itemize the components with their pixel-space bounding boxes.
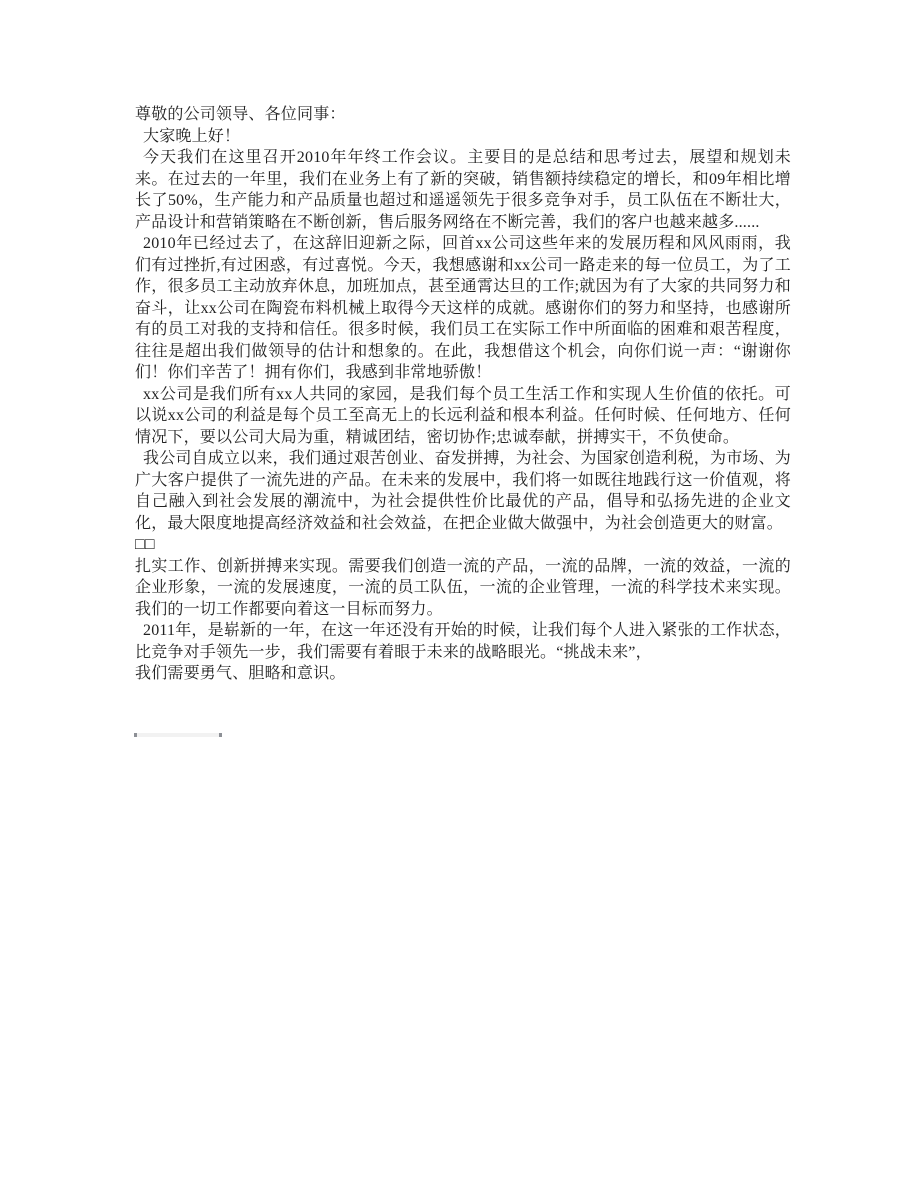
paragraph: 2010年已经过去了，在这辞旧迎新之际，回首xx公司这些年来的发展历程和风风雨雨，我们有过挫折,有过困惑，有过喜悦。今天，我想感谢和xx公司一路走来的每一位员工，为了工作，很多员工主动放弃休息，加班加点，甚至通霄达旦的工作;就因为有了大家的共同努力和奋斗，让xx公司在陶瓷布料机械上取得今天这样的成就。感谢你们的努力和坚持，也感谢所有的员工对我的支持和信任。很多时候，我们员工在实际工作中所面临的困难和艰苦程度，往往是超出我们做领导的估计和想象的。在此，我想借这个机会，向你们说一声：“谢谢你们！你们辛苦了！拥有你们，我感到非常地骄傲！ bbox=[135, 235, 791, 381]
paragraph: 扎实工作、创新拼搏来实现。需要我们创造一流的产品，一流的品牌，一流的效益，一流的企业形象，一流的发展速度，一流的员工队伍，一流的企业管理，一流的科学技术来实现。我们的一切工作都要向着这一目标而努力。 bbox=[135, 557, 791, 618]
divider-left-cap bbox=[134, 733, 137, 737]
paragraph: 今天我们在这里召开2010年年终工作会议。主要目的是总结和思考过去，展望和规划未来。在过去的一年里，我们在业务上有了新的突破，销售额持续稳定的增长，和09年相比增长了50%，生产能力和产品质量也超过和遥遥领先于很多竞争对手，员工队伍在不断壮大，产品设计和营销策略在不断创新，售后服务网络在不断完善，我们的客户也越来越多...... bbox=[135, 149, 791, 231]
paragraph: □□ bbox=[135, 536, 155, 553]
paragraph: 2011年，是崭新的一年，在这一年还没有开始的时候，让我们每个人进入紧张的工作状态，比竞争对手领先一步，我们需要有着眼于未来的战略眼光。“挑战未来”， bbox=[135, 622, 791, 661]
paragraph: 我公司自成立以来，我们通过艰苦创业、奋发拼搏，为社会、为国家创造利税，为市场、为广大客户提供了一流先进的产品。在未来的发展中，我们将一如既往地践行这一价值观，将自己融入到社会发展的潮流中，为社会提供性价比最优的产品，倡导和弘扬先进的企业文化，最大限度地提高经济效益和社会效益，在把企业做大做强中，为社会创造更大的财富。 bbox=[135, 450, 792, 532]
divider-right-cap bbox=[219, 733, 222, 737]
paragraph: 我们需要勇气、胆略和意识。 bbox=[135, 665, 346, 682]
document-body bbox=[135, 104, 791, 685]
paragraph: xx公司是我们所有xx人共同的家园，是我们每个员工生活工作和实现人生价值的依托。可以说xx公司的利益是每个员工至高无上的长远利益和根本利益。任何时候、任何地方、任何情况下，要以公司大局为重，精诚团结，密切协作;忠诚奉献，拼搏实干，不负使命。 bbox=[135, 385, 791, 446]
horizontal-divider bbox=[134, 733, 222, 737]
paragraph: 尊敬的公司领导、各位同事： bbox=[135, 106, 346, 123]
paragraph: 大家晚上好！ bbox=[143, 127, 241, 145]
